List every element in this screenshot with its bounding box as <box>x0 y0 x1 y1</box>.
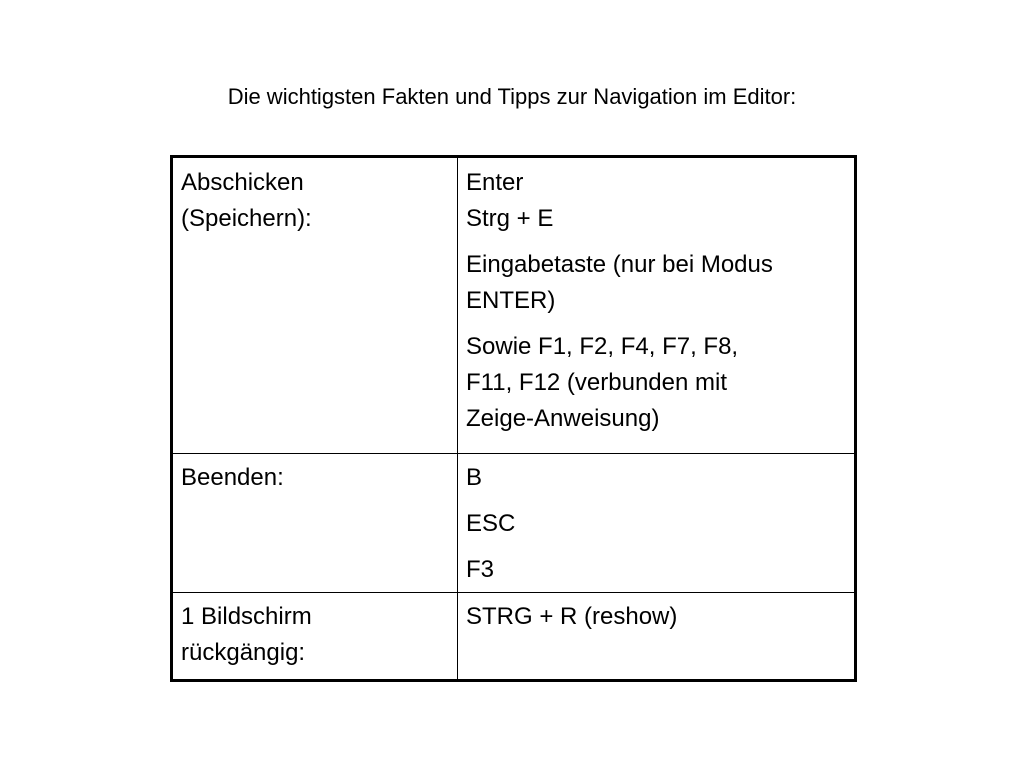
shortcut-line: F11, F12 (verbunden mit <box>466 369 728 396</box>
shortcut-line: Enter <box>466 169 524 196</box>
shortcut-cell <box>458 157 856 454</box>
action-label: (Speichern): <box>181 205 312 232</box>
shortcut-line: STRG + R (reshow) <box>466 603 678 630</box>
action-label: Beenden: <box>181 464 284 491</box>
shortcut-line: ESC <box>466 510 516 537</box>
shortcut-cell <box>458 454 856 593</box>
shortcut-group <box>466 165 846 237</box>
shortcut-group <box>466 329 846 437</box>
shortcut-group <box>466 247 846 319</box>
shortcut-line: B <box>466 464 483 491</box>
shortcut-group <box>466 599 846 635</box>
action-cell <box>172 157 458 454</box>
action-label: 1 Bildschirm <box>181 603 312 630</box>
shortcut-line: Sowie F1, F2, F4, F7, F8, <box>466 333 739 360</box>
table-row <box>172 593 856 681</box>
shortcut-group <box>466 506 846 542</box>
shortcut-group <box>466 460 846 496</box>
shortcut-table <box>170 155 857 682</box>
shortcut-group <box>466 552 846 588</box>
shortcut-line: ENTER) <box>466 287 556 314</box>
action-cell <box>172 593 458 681</box>
shortcut-line: Strg + E <box>466 205 554 232</box>
shortcut-line: F3 <box>466 556 495 583</box>
shortcut-cell <box>458 593 856 681</box>
table-row <box>172 157 856 454</box>
action-label: rückgängig: <box>181 639 306 666</box>
shortcut-line: Eingabetaste (nur bei Modus <box>466 251 773 278</box>
action-cell <box>172 454 458 593</box>
action-label: Abschicken <box>181 169 304 196</box>
shortcut-line: Zeige-Anweisung) <box>466 405 660 432</box>
page-title: Die wichtigsten Fakten und Tipps zur Navigation im Editor: <box>227 84 797 109</box>
table-row <box>172 454 856 593</box>
